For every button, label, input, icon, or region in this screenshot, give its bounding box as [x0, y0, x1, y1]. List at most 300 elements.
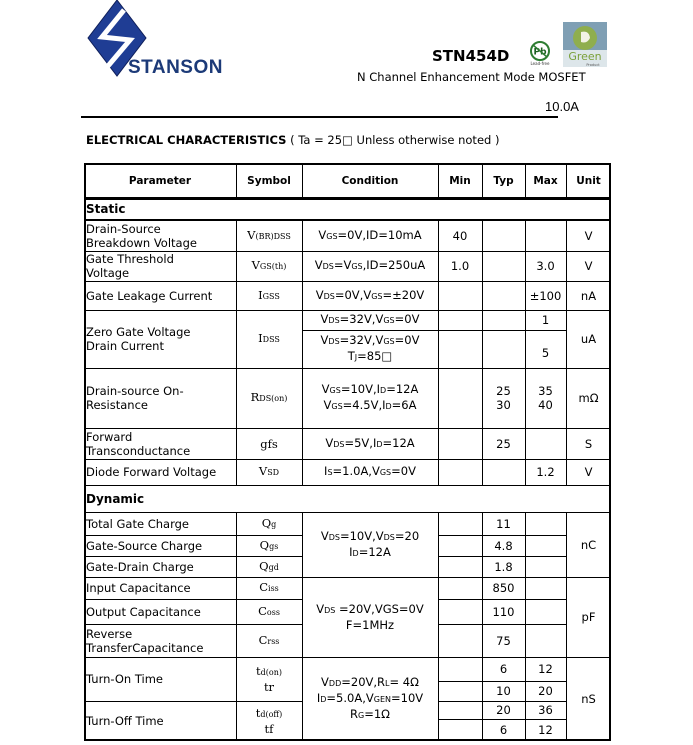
max-cell [525, 310, 566, 330]
cell-text: V [584, 228, 593, 243]
subscript-text: (BR)DSS [255, 231, 291, 241]
min-cell [438, 577, 482, 599]
svg-text:Lead-free: Lead-free [530, 61, 550, 66]
cell-text: V [320, 333, 329, 347]
table-rule [566, 220, 567, 485]
symbol-text [259, 633, 280, 649]
max-cell [525, 512, 566, 535]
max-cell [525, 251, 566, 281]
max-cell [525, 577, 566, 599]
text-line: Reverse [86, 626, 133, 641]
max-cell [525, 338, 566, 368]
text-line: Input Capacitance [86, 581, 191, 595]
typ-cell [482, 459, 525, 485]
current-rating: 10.0A [545, 99, 579, 114]
min-cell [438, 330, 482, 368]
subscript-text: GSS [262, 291, 280, 301]
cell-text: =0V,V [334, 287, 372, 302]
table-rule [566, 512, 567, 741]
max-cell [525, 701, 566, 719]
unit-cell [566, 251, 611, 281]
symbol-cell [236, 368, 302, 428]
subscript-text: GS [326, 231, 338, 241]
typ-cell [482, 251, 525, 281]
subscript-text: g [271, 519, 277, 529]
column-header-max [525, 163, 566, 198]
table-rule [302, 512, 303, 741]
symbol-text [260, 437, 278, 451]
max-cell [525, 535, 566, 556]
max-cell [525, 657, 566, 681]
typ-cell [482, 599, 525, 624]
symbol-cell [236, 512, 302, 535]
table-rule [84, 657, 611, 658]
group-row-dynamic [84, 485, 611, 512]
cell-text: =12A [382, 435, 415, 450]
symbol-cell [236, 220, 302, 251]
typ-cell [482, 701, 525, 719]
cell-text: =0V,ID=10mA [337, 227, 422, 242]
subscript-text: gd [268, 562, 279, 572]
table-rule [84, 251, 611, 252]
table-rule [438, 220, 439, 485]
subscript-text: GS [383, 316, 395, 325]
table-rule [438, 624, 566, 625]
symbol-text: tf [264, 722, 274, 736]
text-line: TransferCapacitance [86, 640, 204, 655]
table-rule [84, 624, 302, 625]
condition-cell [302, 368, 438, 428]
symbol-cell [236, 428, 302, 459]
condition-cell [302, 577, 438, 657]
rich-text [315, 258, 426, 274]
cell-text: =±20V [382, 287, 425, 302]
cell-text: 6 [499, 662, 508, 676]
unit-cell [566, 220, 611, 251]
cell-text: V [320, 312, 329, 326]
table-rule [566, 163, 567, 198]
condition-cell [302, 512, 438, 577]
rich-text [322, 382, 419, 398]
cell-text: I [349, 544, 353, 559]
symbol-cell [236, 535, 302, 556]
multiline-text [256, 706, 283, 736]
min-cell [438, 281, 482, 310]
condition-cell [302, 281, 438, 310]
cell-text: =20 [394, 528, 420, 543]
condition-cell [302, 459, 438, 485]
cell-text: Q [261, 515, 272, 530]
table-rule [525, 163, 526, 198]
subscript-text: G [358, 711, 365, 720]
min-cell [438, 310, 482, 330]
cell-text: Typ [493, 174, 514, 187]
multiline-text [86, 222, 197, 250]
unit-cell [566, 368, 611, 428]
cell-text: t [255, 706, 261, 720]
symbol-cell [236, 281, 302, 310]
cell-text: =0V [394, 312, 420, 326]
svg-text:Product: Product [586, 63, 600, 67]
max-cell [525, 220, 566, 251]
rich-text [321, 312, 420, 328]
subscript-text: DS [333, 439, 345, 449]
header-divider [81, 116, 558, 118]
device-subtitle: N Channel Enhancement Mode MOSFET [357, 70, 586, 84]
table-rule [236, 220, 237, 485]
cell-text: =6A [391, 398, 417, 412]
min-cell [438, 459, 482, 485]
subscript-text: S [327, 468, 333, 477]
symbol-cell [236, 624, 302, 657]
symbol-text [256, 706, 283, 722]
column-header-unit [566, 163, 611, 198]
text-line: Drain-Source [86, 221, 161, 236]
cell-text: =20V,VGS=0V [335, 602, 424, 616]
table-rule [84, 701, 302, 702]
table-rule [84, 599, 302, 600]
cell-text: 1.2 [536, 465, 555, 479]
multiline-text [86, 289, 212, 303]
multiline-text [86, 605, 201, 619]
text-line: Gate-Source Charge [86, 538, 203, 553]
symbol-text [259, 464, 279, 480]
table-rule [84, 459, 611, 460]
min-cell [438, 556, 482, 577]
min-cell [438, 657, 482, 681]
condition-cell [302, 428, 438, 459]
cell-text: =1.0A,V [332, 464, 380, 478]
cell-text: Parameter [128, 174, 192, 187]
text-line: Forward [86, 429, 133, 444]
table-rule [525, 512, 526, 741]
symbol-cell [236, 310, 302, 368]
table-rule [84, 368, 611, 369]
table-rule [84, 428, 611, 429]
multiline-text [86, 627, 203, 655]
part-number: STN454D [432, 47, 510, 65]
cell-text: I [316, 691, 321, 705]
symbol-text [258, 604, 280, 620]
table-rule [438, 556, 566, 557]
rich-text [322, 398, 419, 414]
subscript-text: D [320, 695, 327, 704]
symbol-text [247, 228, 291, 244]
parameter-cell [84, 556, 236, 577]
table-rule [84, 556, 302, 557]
table-rule [236, 512, 237, 741]
multiline-text [86, 714, 164, 728]
table-rule [84, 197, 611, 200]
subscript-text: D [385, 402, 392, 411]
cell-text: Q [259, 537, 270, 552]
brand-name: STANSON [128, 57, 223, 78]
parameter-cell [84, 512, 236, 535]
text-line: Resistance [86, 398, 148, 412]
table-rule [84, 219, 611, 221]
subscript-text: DS [323, 291, 335, 301]
max-cell [525, 681, 566, 701]
table-rule [302, 330, 566, 331]
cell-text: V [251, 258, 260, 272]
cell-text: V [323, 398, 332, 412]
cell-text: 4.8 [494, 538, 513, 553]
rich-text [317, 691, 423, 707]
max-cell [525, 599, 566, 624]
unit-cell [566, 459, 611, 485]
parameter-cell [84, 459, 236, 485]
unit-cell [566, 310, 611, 368]
cell-text: C [258, 632, 268, 647]
cell-text: 5 [541, 346, 550, 360]
text-line: Total Gate Charge [86, 516, 189, 531]
table-rule [84, 310, 611, 311]
typ-cell [482, 428, 525, 459]
cell-text: 25 [496, 436, 511, 451]
cell-text: =0V [394, 333, 420, 347]
parameter-cell [84, 577, 236, 599]
column-header-parameter [84, 163, 236, 198]
cell-text: nC [580, 537, 597, 552]
text-line: 30 [496, 398, 511, 412]
table-rule [525, 220, 526, 485]
subscript-text: GS [371, 291, 383, 301]
text-line: 35 [538, 384, 553, 398]
subscript-text: DS [324, 606, 336, 615]
min-cell [438, 719, 482, 741]
cell-text: I [258, 331, 263, 345]
cell-text: Static [86, 202, 126, 216]
text-line: Turn-On Time [86, 672, 163, 686]
condition-cell [302, 330, 438, 368]
table-rule [482, 512, 483, 741]
symbol-text [258, 331, 280, 347]
cell-text: nA [580, 288, 597, 303]
unit-cell [566, 577, 611, 657]
subscript-text: d(on) [260, 668, 282, 677]
typ-cell [482, 368, 525, 428]
cell-text: 6 [499, 723, 508, 737]
typ-cell [482, 220, 525, 251]
condition-cell [302, 220, 438, 251]
cell-text: C [259, 580, 269, 594]
green-product-icon [563, 22, 607, 67]
unit-cell [566, 281, 611, 310]
table-rule [482, 163, 483, 198]
typ-cell [482, 719, 525, 741]
multiline-text [321, 529, 419, 561]
cell-text: T [347, 349, 355, 363]
lead-free-icon [528, 40, 552, 66]
subscript-text: SD [267, 468, 280, 477]
group-row-static [84, 198, 611, 220]
rich-text [321, 529, 419, 545]
cell-text: V [315, 287, 324, 302]
cell-text: C [258, 603, 267, 618]
symbol-text [252, 258, 287, 274]
section-note: ( Ta = 25□ Unless otherwise noted ) [286, 133, 500, 147]
typ-cell [482, 512, 525, 535]
text-line: Drain-source On- [86, 384, 184, 398]
cell-text: uA [580, 332, 597, 346]
subscript-text: DS [328, 337, 340, 346]
cell-text: ±100 [529, 288, 562, 303]
multiline-text [86, 325, 190, 353]
cell-text: Symbol [247, 174, 291, 187]
min-cell [438, 368, 482, 428]
parameter-cell [84, 310, 236, 368]
symbol-text [258, 288, 280, 304]
symbol-text: tr [263, 680, 275, 694]
column-header-condition [302, 163, 438, 198]
cell-text: V [584, 259, 593, 273]
electrical-characteristics-table [84, 163, 611, 741]
subscript-text: D [376, 439, 383, 449]
text-line: Voltage [86, 266, 130, 280]
symbol-cell [236, 251, 302, 281]
cell-text: 11 [496, 516, 511, 531]
cell-text: V [316, 602, 325, 616]
text-line: Transconductance [86, 443, 191, 458]
rich-text [321, 349, 420, 365]
text-line: Gate-Drain Charge [86, 559, 194, 574]
typ-cell [482, 535, 525, 556]
min-cell [438, 220, 482, 251]
cell-text: 36 [538, 703, 553, 717]
text-line: F=1MHz [345, 618, 395, 632]
symbol-text [251, 390, 288, 406]
cell-text: V [325, 435, 334, 450]
max-cell [525, 368, 566, 428]
typ-cell [482, 577, 525, 599]
cell-text: pF [581, 610, 596, 624]
typ-cell [482, 681, 525, 701]
subscript-text: DD [328, 679, 342, 688]
symbol-text [262, 516, 277, 532]
rich-text [318, 228, 421, 244]
subscript-text: DS [328, 532, 340, 542]
subscript-text: rss [267, 636, 280, 646]
cell-text: V [321, 675, 329, 689]
table-rule [438, 599, 566, 600]
multiline-text [86, 430, 190, 458]
cell-text: = 4Ω [389, 675, 419, 689]
section-heading: ELECTRICAL CHARACTERISTICS [86, 133, 287, 147]
table-rule [438, 512, 439, 741]
column-header-symbol [236, 163, 302, 198]
subscript-text: DS [383, 532, 395, 542]
table-rule [84, 512, 611, 513]
typ-cell [482, 657, 525, 681]
cell-text: 20 [538, 684, 553, 698]
parameter-cell [84, 701, 236, 741]
cell-text: =5.0A,V [326, 691, 374, 705]
symbol-cell [236, 701, 302, 741]
min-cell [438, 512, 482, 535]
multiline-text [86, 252, 174, 280]
cell-text: Unit [576, 174, 601, 187]
cell-text: Max [533, 174, 558, 187]
cell-text: Dynamic [86, 491, 145, 506]
symbol-text [259, 559, 279, 575]
cell-text: V [258, 464, 268, 478]
min-cell [438, 428, 482, 459]
rich-text [321, 545, 419, 561]
subscript-text: oss [266, 607, 280, 617]
subscript-text: iss [268, 584, 279, 593]
cell-text: =32V,V [339, 312, 384, 326]
symbol-cell [236, 556, 302, 577]
subscript-text: DS [322, 262, 334, 271]
table-rule [438, 163, 439, 198]
cell-text: ,ID=250uA [362, 258, 426, 272]
table-rule [438, 701, 566, 702]
multiline-text [321, 333, 420, 365]
cell-text: 10 [496, 684, 511, 698]
multiline-text [322, 382, 419, 414]
text-line: 40 [538, 398, 553, 412]
symbol-cell [236, 599, 302, 624]
cell-text: =10V,V [339, 528, 384, 543]
rich-text [325, 436, 414, 452]
subscript-text: GEN [373, 695, 391, 704]
parameter-cell [84, 220, 236, 251]
cell-text: =10V,I [340, 382, 381, 396]
min-cell [438, 681, 482, 701]
cell-text: 20 [496, 703, 511, 717]
cell-text: mΩ [578, 391, 599, 405]
subscript-text: L [385, 679, 390, 688]
cell-text: R [350, 707, 359, 721]
cell-text: =20V,R [341, 675, 386, 689]
max-cell [525, 428, 566, 459]
cell-text: 12 [538, 723, 553, 737]
cell-text: V [321, 382, 330, 396]
cell-text: 110 [492, 604, 515, 619]
typ-cell [482, 330, 525, 368]
min-cell [438, 599, 482, 624]
multiline-text [496, 384, 511, 412]
multiline-text [256, 664, 282, 694]
symbol-cell [236, 459, 302, 485]
multiline-text [86, 672, 163, 686]
condition-cell [302, 657, 438, 741]
cell-text: =V [333, 258, 352, 272]
table-rule [302, 220, 303, 485]
cell-text: gfs [260, 436, 278, 451]
table-rule [482, 220, 483, 485]
subscript-text: D [352, 548, 359, 558]
cell-text: S [584, 436, 593, 451]
table-rule [84, 485, 611, 486]
cell-text: =0V [391, 464, 416, 478]
min-cell [438, 251, 482, 281]
table-rule [438, 719, 566, 720]
symbol-cell [236, 577, 302, 599]
rich-text [321, 333, 420, 349]
cell-text: 1 [541, 313, 550, 327]
cell-text: 1.0 [450, 259, 470, 273]
section-title [86, 133, 499, 147]
table-rule [438, 681, 566, 682]
cell-text: 1.8 [494, 559, 513, 574]
min-cell [438, 535, 482, 556]
min-cell [438, 701, 482, 719]
cell-text: t [256, 664, 261, 678]
parameter-cell [84, 624, 236, 657]
cell-text: nS [581, 692, 596, 706]
cell-text: V [584, 465, 593, 479]
